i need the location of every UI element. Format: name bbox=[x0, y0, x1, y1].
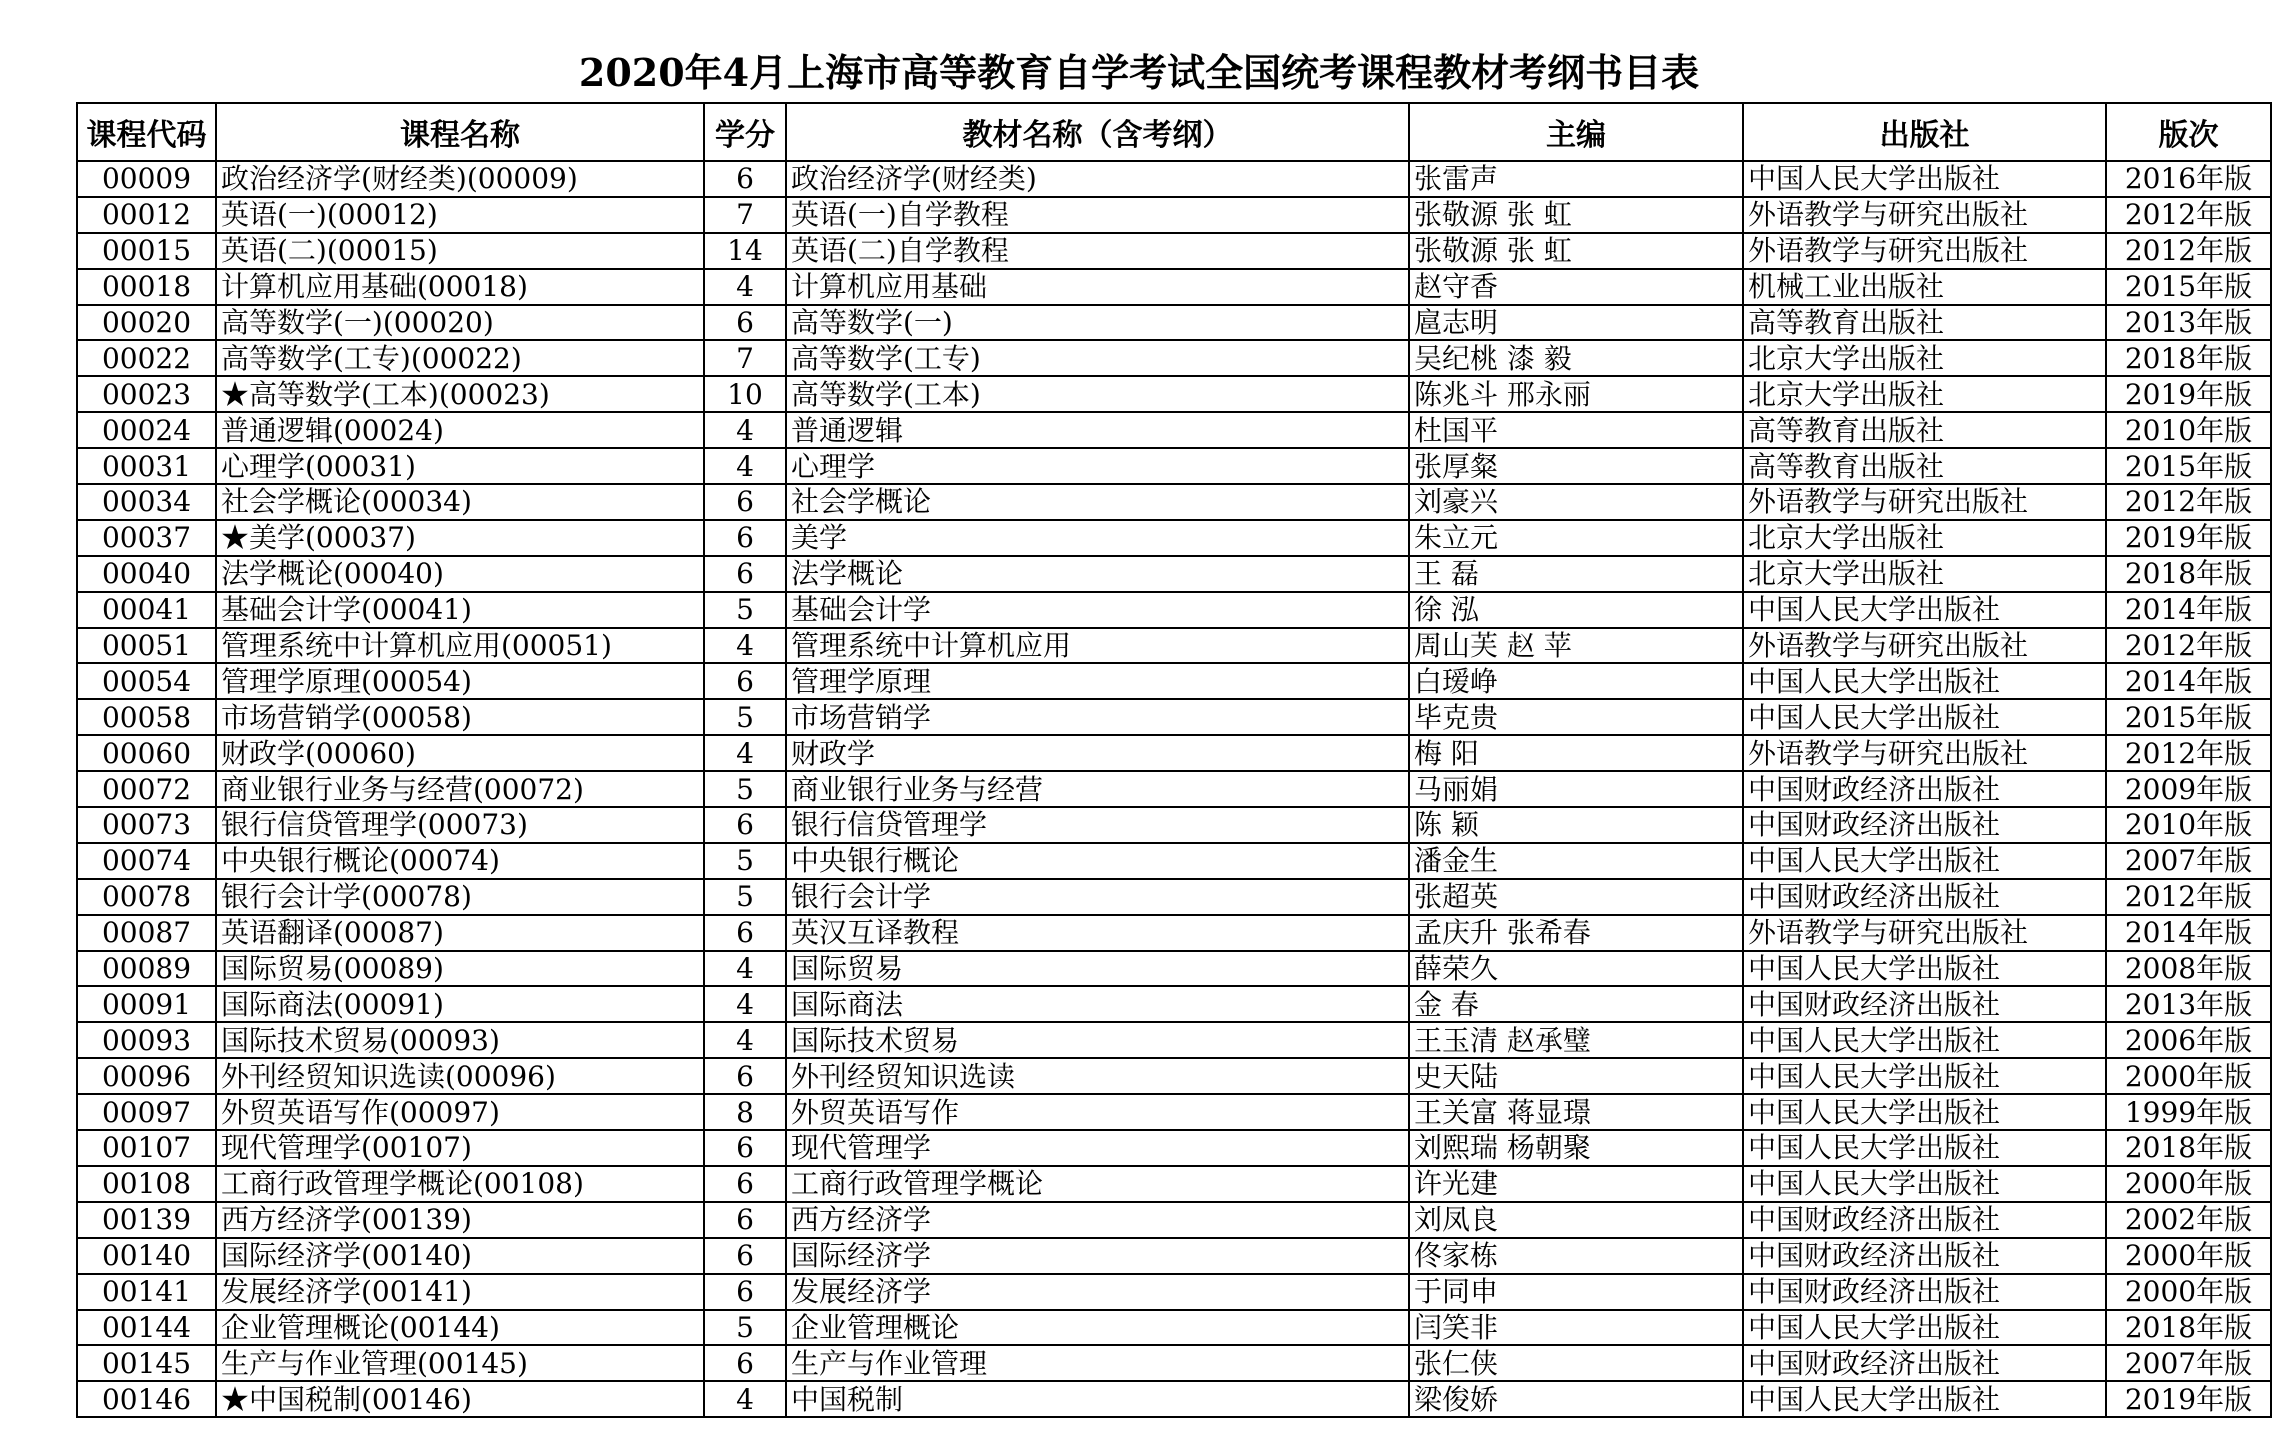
textbook-name-cell: 政治经济学(财经类) bbox=[786, 161, 1409, 197]
course-code-cell: 00060 bbox=[77, 735, 216, 771]
course-name-cell: 商业银行业务与经营(00072) bbox=[216, 771, 704, 807]
course-name-cell: 银行会计学(00078) bbox=[216, 879, 704, 915]
course-code-cell: 00051 bbox=[77, 628, 216, 664]
publisher-cell: 中国人民大学出版社 bbox=[1743, 1022, 2106, 1058]
textbook-name-cell: 高等数学(工专) bbox=[786, 340, 1409, 376]
table-row bbox=[77, 592, 2271, 628]
textbook-name-cell: 美学 bbox=[786, 520, 1409, 556]
credit-cell: 6 bbox=[704, 1166, 786, 1202]
textbook-name-cell: 外贸英语写作 bbox=[786, 1094, 1409, 1130]
textbook-name-cell: 计算机应用基础 bbox=[786, 269, 1409, 305]
table-row bbox=[77, 448, 2271, 484]
table-row bbox=[77, 1310, 2271, 1346]
textbook-name-cell: 企业管理概论 bbox=[786, 1310, 1409, 1346]
table-row bbox=[77, 879, 2271, 915]
course-name-cell: 生产与作业管理(00145) bbox=[216, 1345, 704, 1381]
credit-cell: 10 bbox=[704, 376, 786, 412]
credit-cell: 6 bbox=[704, 1202, 786, 1238]
textbook-name-cell: 中央银行概论 bbox=[786, 843, 1409, 879]
textbook-name-cell: 国际贸易 bbox=[786, 951, 1409, 987]
editor-cell: 王玉清 赵承璧 bbox=[1409, 1022, 1743, 1058]
credit-cell: 7 bbox=[704, 340, 786, 376]
course-code-cell: 00034 bbox=[77, 484, 216, 520]
credit-cell: 8 bbox=[704, 1094, 786, 1130]
course-name-cell: 外刊经贸知识选读(00096) bbox=[216, 1058, 704, 1094]
credit-cell: 6 bbox=[704, 663, 786, 699]
credit-cell: 7 bbox=[704, 197, 786, 233]
table-row bbox=[77, 1094, 2271, 1130]
course-name-cell: 心理学(00031) bbox=[216, 448, 704, 484]
edition-cell: 2013年版 bbox=[2106, 305, 2271, 341]
publisher-cell: 中国人民大学出版社 bbox=[1743, 1381, 2106, 1417]
textbook-name-cell: 国际经济学 bbox=[786, 1238, 1409, 1274]
course-name-cell: 国际贸易(00089) bbox=[216, 951, 704, 987]
editor-cell: 于同申 bbox=[1409, 1274, 1743, 1310]
course-code-cell: 00041 bbox=[77, 592, 216, 628]
editor-cell: 闫笑非 bbox=[1409, 1310, 1743, 1346]
edition-cell: 2012年版 bbox=[2106, 233, 2271, 269]
credit-cell: 4 bbox=[704, 448, 786, 484]
textbook-name-cell: 法学概论 bbox=[786, 556, 1409, 592]
course-name-cell: 外贸英语写作(00097) bbox=[216, 1094, 704, 1130]
course-code-cell: 00144 bbox=[77, 1310, 216, 1346]
textbook-name-cell: 市场营销学 bbox=[786, 699, 1409, 735]
table-row bbox=[77, 1381, 2271, 1417]
credit-cell: 4 bbox=[704, 1381, 786, 1417]
course-code-cell: 00012 bbox=[77, 197, 216, 233]
edition-cell: 2010年版 bbox=[2106, 412, 2271, 448]
course-name-cell: 国际经济学(00140) bbox=[216, 1238, 704, 1274]
textbook-name-cell: 管理学原理 bbox=[786, 663, 1409, 699]
table-row bbox=[77, 484, 2271, 520]
editor-cell: 马丽娟 bbox=[1409, 771, 1743, 807]
textbook-name-cell: 英语(一)自学教程 bbox=[786, 197, 1409, 233]
editor-cell: 潘金生 bbox=[1409, 843, 1743, 879]
editor-cell: 刘凤良 bbox=[1409, 1202, 1743, 1238]
publisher-cell: 外语教学与研究出版社 bbox=[1743, 628, 2106, 664]
edition-cell: 2015年版 bbox=[2106, 448, 2271, 484]
course-name-cell: 管理学原理(00054) bbox=[216, 663, 704, 699]
textbook-name-cell: 英语(二)自学教程 bbox=[786, 233, 1409, 269]
course-code-cell: 00024 bbox=[77, 412, 216, 448]
table-row bbox=[77, 340, 2271, 376]
course-name-cell: 英语翻译(00087) bbox=[216, 915, 704, 951]
credit-cell: 6 bbox=[704, 1345, 786, 1381]
publisher-cell: 中国人民大学出版社 bbox=[1743, 663, 2106, 699]
textbook-name-cell: 工商行政管理学概论 bbox=[786, 1166, 1409, 1202]
course-code-cell: 00096 bbox=[77, 1058, 216, 1094]
course-name-cell: 工商行政管理学概论(00108) bbox=[216, 1166, 704, 1202]
edition-cell: 2015年版 bbox=[2106, 699, 2271, 735]
publisher-cell: 高等教育出版社 bbox=[1743, 412, 2106, 448]
course-code-cell: 00078 bbox=[77, 879, 216, 915]
table-row bbox=[77, 628, 2271, 664]
course-name-cell: 西方经济学(00139) bbox=[216, 1202, 704, 1238]
editor-cell: 徐 泓 bbox=[1409, 592, 1743, 628]
course-code-cell: 00073 bbox=[77, 807, 216, 843]
table-row bbox=[77, 233, 2271, 269]
table-row bbox=[77, 735, 2271, 771]
course-name-cell: ★美学(00037) bbox=[216, 520, 704, 556]
course-name-cell: 企业管理概论(00144) bbox=[216, 1310, 704, 1346]
textbook-name-cell: 心理学 bbox=[786, 448, 1409, 484]
course-name-cell: 国际技术贸易(00093) bbox=[216, 1022, 704, 1058]
course-name-cell: 现代管理学(00107) bbox=[216, 1130, 704, 1166]
edition-cell: 2012年版 bbox=[2106, 735, 2271, 771]
table-row bbox=[77, 807, 2271, 843]
publisher-cell: 中国人民大学出版社 bbox=[1743, 1310, 2106, 1346]
editor-cell: 张雷声 bbox=[1409, 161, 1743, 197]
course-code-cell: 00146 bbox=[77, 1381, 216, 1417]
course-code-cell: 00018 bbox=[77, 269, 216, 305]
textbook-name-cell: 西方经济学 bbox=[786, 1202, 1409, 1238]
course-name-cell: 英语(一)(00012) bbox=[216, 197, 704, 233]
textbook-name-cell: 外刊经贸知识选读 bbox=[786, 1058, 1409, 1094]
edition-cell: 2000年版 bbox=[2106, 1058, 2271, 1094]
table-row bbox=[77, 269, 2271, 305]
edition-cell: 2000年版 bbox=[2106, 1274, 2271, 1310]
textbook-name-cell: 银行会计学 bbox=[786, 879, 1409, 915]
textbook-name-cell: 银行信贷管理学 bbox=[786, 807, 1409, 843]
publisher-cell: 中国财政经济出版社 bbox=[1743, 1202, 2106, 1238]
textbook-name-cell: 中国税制 bbox=[786, 1381, 1409, 1417]
textbook-name-cell: 英汉互译教程 bbox=[786, 915, 1409, 951]
table-row bbox=[77, 1058, 2271, 1094]
edition-cell: 2014年版 bbox=[2106, 592, 2271, 628]
edition-cell: 2012年版 bbox=[2106, 879, 2271, 915]
textbook-name-cell: 发展经济学 bbox=[786, 1274, 1409, 1310]
table-row bbox=[77, 305, 2271, 341]
editor-cell: 陈兆斗 邢永丽 bbox=[1409, 376, 1743, 412]
table-row bbox=[77, 376, 2271, 412]
course-code-cell: 00058 bbox=[77, 699, 216, 735]
edition-cell: 2012年版 bbox=[2106, 197, 2271, 233]
editor-cell: 梁俊娇 bbox=[1409, 1381, 1743, 1417]
course-code-cell: 00054 bbox=[77, 663, 216, 699]
editor-cell: 张厚粲 bbox=[1409, 448, 1743, 484]
edition-cell: 2008年版 bbox=[2106, 951, 2271, 987]
credit-cell: 5 bbox=[704, 879, 786, 915]
publisher-cell: 中国人民大学出版社 bbox=[1743, 161, 2106, 197]
publisher-cell: 外语教学与研究出版社 bbox=[1743, 484, 2106, 520]
credit-cell: 5 bbox=[704, 1310, 786, 1346]
edition-cell: 2018年版 bbox=[2106, 1130, 2271, 1166]
credit-cell: 4 bbox=[704, 269, 786, 305]
course-name-cell: 管理系统中计算机应用(00051) bbox=[216, 628, 704, 664]
course-name-cell: ★中国税制(00146) bbox=[216, 1381, 704, 1417]
edition-cell: 2019年版 bbox=[2106, 520, 2271, 556]
publisher-cell: 中国人民大学出版社 bbox=[1743, 1130, 2106, 1166]
edition-cell: 2014年版 bbox=[2106, 663, 2271, 699]
course-code-cell: 00108 bbox=[77, 1166, 216, 1202]
course-code-cell: 00107 bbox=[77, 1130, 216, 1166]
editor-cell: 毕克贵 bbox=[1409, 699, 1743, 735]
course-name-cell: 市场营销学(00058) bbox=[216, 699, 704, 735]
course-name-cell: 计算机应用基础(00018) bbox=[216, 269, 704, 305]
course-name-cell: 政治经济学(财经类)(00009) bbox=[216, 161, 704, 197]
textbook-name-cell: 普通逻辑 bbox=[786, 412, 1409, 448]
editor-cell: 扈志明 bbox=[1409, 305, 1743, 341]
table-header-row bbox=[77, 103, 2271, 161]
editor-cell: 张仁侠 bbox=[1409, 1345, 1743, 1381]
publisher-cell: 北京大学出版社 bbox=[1743, 340, 2106, 376]
credit-cell: 5 bbox=[704, 592, 786, 628]
course-code-cell: 00097 bbox=[77, 1094, 216, 1130]
course-name-cell: ★高等数学(工本)(00023) bbox=[216, 376, 704, 412]
table-row bbox=[77, 1202, 2271, 1238]
course-code-cell: 00093 bbox=[77, 1022, 216, 1058]
edition-cell: 2013年版 bbox=[2106, 986, 2271, 1022]
table-row bbox=[77, 1022, 2271, 1058]
publisher-cell: 中国财政经济出版社 bbox=[1743, 1274, 2106, 1310]
editor-cell: 赵守香 bbox=[1409, 269, 1743, 305]
course-name-cell: 社会学概论(00034) bbox=[216, 484, 704, 520]
edition-cell: 2014年版 bbox=[2106, 915, 2271, 951]
course-code-cell: 00089 bbox=[77, 951, 216, 987]
table-row bbox=[77, 197, 2271, 233]
edition-cell: 2019年版 bbox=[2106, 1381, 2271, 1417]
credit-cell: 6 bbox=[704, 1058, 786, 1094]
table-row bbox=[77, 161, 2271, 197]
edition-cell: 2015年版 bbox=[2106, 269, 2271, 305]
editor-cell: 刘豪兴 bbox=[1409, 484, 1743, 520]
credit-cell: 6 bbox=[704, 1274, 786, 1310]
publisher-cell: 中国人民大学出版社 bbox=[1743, 1166, 2106, 1202]
course-name-cell: 英语(二)(00015) bbox=[216, 233, 704, 269]
edition-cell: 2000年版 bbox=[2106, 1238, 2271, 1274]
header-editor: 主编 bbox=[1409, 103, 1743, 161]
credit-cell: 6 bbox=[704, 915, 786, 951]
credit-cell: 6 bbox=[704, 520, 786, 556]
edition-cell: 2007年版 bbox=[2106, 1345, 2271, 1381]
textbook-table bbox=[76, 102, 2272, 1418]
editor-cell: 白瑷峥 bbox=[1409, 663, 1743, 699]
edition-cell: 2006年版 bbox=[2106, 1022, 2271, 1058]
table-row bbox=[77, 699, 2271, 735]
course-name-cell: 发展经济学(00141) bbox=[216, 1274, 704, 1310]
editor-cell: 张超英 bbox=[1409, 879, 1743, 915]
publisher-cell: 中国人民大学出版社 bbox=[1743, 1058, 2106, 1094]
edition-cell: 2002年版 bbox=[2106, 1202, 2271, 1238]
publisher-cell: 外语教学与研究出版社 bbox=[1743, 233, 2106, 269]
credit-cell: 4 bbox=[704, 986, 786, 1022]
course-code-cell: 00031 bbox=[77, 448, 216, 484]
credit-cell: 14 bbox=[704, 233, 786, 269]
publisher-cell: 中国财政经济出版社 bbox=[1743, 1345, 2106, 1381]
editor-cell: 朱立元 bbox=[1409, 520, 1743, 556]
publisher-cell: 中国人民大学出版社 bbox=[1743, 1094, 2106, 1130]
course-code-cell: 00140 bbox=[77, 1238, 216, 1274]
edition-cell: 2016年版 bbox=[2106, 161, 2271, 197]
publisher-cell: 中国财政经济出版社 bbox=[1743, 879, 2106, 915]
course-name-cell: 中央银行概论(00074) bbox=[216, 843, 704, 879]
publisher-cell: 中国财政经济出版社 bbox=[1743, 771, 2106, 807]
publisher-cell: 中国财政经济出版社 bbox=[1743, 807, 2106, 843]
credit-cell: 5 bbox=[704, 771, 786, 807]
table-row bbox=[77, 412, 2271, 448]
editor-cell: 许光建 bbox=[1409, 1166, 1743, 1202]
course-name-cell: 国际商法(00091) bbox=[216, 986, 704, 1022]
textbook-name-cell: 商业银行业务与经营 bbox=[786, 771, 1409, 807]
course-name-cell: 基础会计学(00041) bbox=[216, 592, 704, 628]
edition-cell: 2000年版 bbox=[2106, 1166, 2271, 1202]
publisher-cell: 中国人民大学出版社 bbox=[1743, 699, 2106, 735]
textbook-name-cell: 国际技术贸易 bbox=[786, 1022, 1409, 1058]
editor-cell: 王 磊 bbox=[1409, 556, 1743, 592]
credit-cell: 6 bbox=[704, 807, 786, 843]
table-row bbox=[77, 663, 2271, 699]
course-name-cell: 高等数学(工专)(00022) bbox=[216, 340, 704, 376]
editor-cell: 刘熙瑞 杨朝聚 bbox=[1409, 1130, 1743, 1166]
publisher-cell: 北京大学出版社 bbox=[1743, 520, 2106, 556]
textbook-name-cell: 基础会计学 bbox=[786, 592, 1409, 628]
editor-cell: 杜国平 bbox=[1409, 412, 1743, 448]
publisher-cell: 高等教育出版社 bbox=[1743, 448, 2106, 484]
publisher-cell: 高等教育出版社 bbox=[1743, 305, 2106, 341]
header-course-name: 课程名称 bbox=[216, 103, 704, 161]
textbook-name-cell: 财政学 bbox=[786, 735, 1409, 771]
credit-cell: 6 bbox=[704, 1238, 786, 1274]
publisher-cell: 外语教学与研究出版社 bbox=[1743, 915, 2106, 951]
credit-cell: 4 bbox=[704, 951, 786, 987]
editor-cell: 金 春 bbox=[1409, 986, 1743, 1022]
header-publisher: 出版社 bbox=[1743, 103, 2106, 161]
credit-cell: 6 bbox=[704, 484, 786, 520]
credit-cell: 6 bbox=[704, 161, 786, 197]
course-code-cell: 00145 bbox=[77, 1345, 216, 1381]
publisher-cell: 中国人民大学出版社 bbox=[1743, 843, 2106, 879]
publisher-cell: 中国财政经济出版社 bbox=[1743, 986, 2106, 1022]
course-name-cell: 银行信贷管理学(00073) bbox=[216, 807, 704, 843]
textbook-name-cell: 高等数学(工本) bbox=[786, 376, 1409, 412]
textbook-name-cell: 社会学概论 bbox=[786, 484, 1409, 520]
credit-cell: 5 bbox=[704, 843, 786, 879]
publisher-cell: 外语教学与研究出版社 bbox=[1743, 197, 2106, 233]
course-code-cell: 00037 bbox=[77, 520, 216, 556]
editor-cell: 佟家栋 bbox=[1409, 1238, 1743, 1274]
course-code-cell: 00040 bbox=[77, 556, 216, 592]
textbook-name-cell: 生产与作业管理 bbox=[786, 1345, 1409, 1381]
course-name-cell: 法学概论(00040) bbox=[216, 556, 704, 592]
textbook-name-cell: 国际商法 bbox=[786, 986, 1409, 1022]
publisher-cell: 机械工业出版社 bbox=[1743, 269, 2106, 305]
table-row bbox=[77, 951, 2271, 987]
course-code-cell: 00009 bbox=[77, 161, 216, 197]
course-name-cell: 财政学(00060) bbox=[216, 735, 704, 771]
edition-cell: 1999年版 bbox=[2106, 1094, 2271, 1130]
edition-cell: 2007年版 bbox=[2106, 843, 2271, 879]
edition-cell: 2019年版 bbox=[2106, 376, 2271, 412]
credit-cell: 4 bbox=[704, 735, 786, 771]
publisher-cell: 北京大学出版社 bbox=[1743, 376, 2106, 412]
editor-cell: 吴纪桃 漆 毅 bbox=[1409, 340, 1743, 376]
edition-cell: 2018年版 bbox=[2106, 556, 2271, 592]
publisher-cell: 北京大学出版社 bbox=[1743, 556, 2106, 592]
editor-cell: 孟庆升 张希春 bbox=[1409, 915, 1743, 951]
edition-cell: 2012年版 bbox=[2106, 628, 2271, 664]
table-row bbox=[77, 843, 2271, 879]
edition-cell: 2009年版 bbox=[2106, 771, 2271, 807]
credit-cell: 5 bbox=[704, 699, 786, 735]
publisher-cell: 中国财政经济出版社 bbox=[1743, 1238, 2106, 1274]
table-row bbox=[77, 520, 2271, 556]
table-row bbox=[77, 1166, 2271, 1202]
editor-cell: 周山芙 赵 苹 bbox=[1409, 628, 1743, 664]
edition-cell: 2018年版 bbox=[2106, 340, 2271, 376]
course-code-cell: 00074 bbox=[77, 843, 216, 879]
header-course-code: 课程代码 bbox=[77, 103, 216, 161]
table-row bbox=[77, 1345, 2271, 1381]
page-title: 2020年4月上海市高等教育自学考试全国统考课程教材考纲书目表 bbox=[578, 50, 1700, 95]
header-textbook: 教材名称（含考纲） bbox=[786, 103, 1409, 161]
credit-cell: 4 bbox=[704, 628, 786, 664]
editor-cell: 王关富 蒋显璟 bbox=[1409, 1094, 1743, 1130]
textbook-name-cell: 管理系统中计算机应用 bbox=[786, 628, 1409, 664]
editor-cell: 薛荣久 bbox=[1409, 951, 1743, 987]
course-code-cell: 00087 bbox=[77, 915, 216, 951]
course-code-cell: 00072 bbox=[77, 771, 216, 807]
course-code-cell: 00023 bbox=[77, 376, 216, 412]
credit-cell: 6 bbox=[704, 305, 786, 341]
table-row bbox=[77, 1274, 2271, 1310]
editor-cell: 梅 阳 bbox=[1409, 735, 1743, 771]
table-row bbox=[77, 915, 2271, 951]
table-row bbox=[77, 771, 2271, 807]
editor-cell: 史天陆 bbox=[1409, 1058, 1743, 1094]
header-edition: 版次 bbox=[2106, 103, 2271, 161]
course-name-cell: 普通逻辑(00024) bbox=[216, 412, 704, 448]
credit-cell: 4 bbox=[704, 1022, 786, 1058]
course-code-cell: 00022 bbox=[77, 340, 216, 376]
textbook-name-cell: 高等数学(一) bbox=[786, 305, 1409, 341]
header-credit: 学分 bbox=[704, 103, 786, 161]
credit-cell: 4 bbox=[704, 412, 786, 448]
editor-cell: 陈 颖 bbox=[1409, 807, 1743, 843]
textbook-name-cell: 现代管理学 bbox=[786, 1130, 1409, 1166]
edition-cell: 2012年版 bbox=[2106, 484, 2271, 520]
editor-cell: 张敬源 张 虹 bbox=[1409, 233, 1743, 269]
course-name-cell: 高等数学(一)(00020) bbox=[216, 305, 704, 341]
table-row bbox=[77, 556, 2271, 592]
edition-cell: 2010年版 bbox=[2106, 807, 2271, 843]
course-code-cell: 00020 bbox=[77, 305, 216, 341]
table-row bbox=[77, 1238, 2271, 1274]
course-code-cell: 00015 bbox=[77, 233, 216, 269]
course-code-cell: 00139 bbox=[77, 1202, 216, 1238]
credit-cell: 6 bbox=[704, 1130, 786, 1166]
credit-cell: 6 bbox=[704, 556, 786, 592]
editor-cell: 张敬源 张 虹 bbox=[1409, 197, 1743, 233]
table-row bbox=[77, 1130, 2271, 1166]
publisher-cell: 中国人民大学出版社 bbox=[1743, 592, 2106, 628]
course-code-cell: 00141 bbox=[77, 1274, 216, 1310]
course-code-cell: 00091 bbox=[77, 986, 216, 1022]
publisher-cell: 外语教学与研究出版社 bbox=[1743, 735, 2106, 771]
edition-cell: 2018年版 bbox=[2106, 1310, 2271, 1346]
table-row bbox=[77, 986, 2271, 1022]
publisher-cell: 中国人民大学出版社 bbox=[1743, 951, 2106, 987]
